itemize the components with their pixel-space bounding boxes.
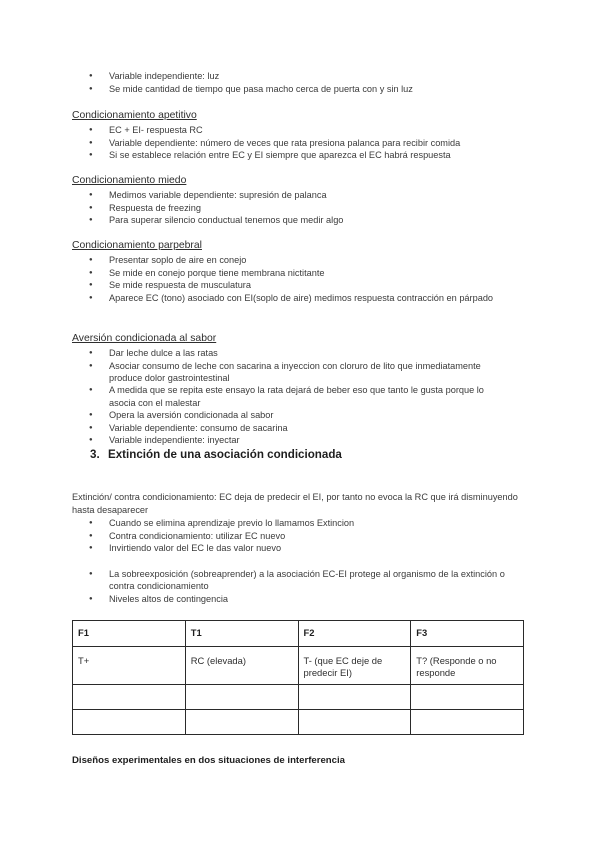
table-header-cell: T1 bbox=[185, 621, 298, 647]
list-item: ● Variable independiente: inyectar bbox=[0, 434, 509, 447]
subheading-disenos: Diseños experimentales en dos situaciones de interferencia bbox=[72, 755, 345, 766]
list-item: ● Aparece EC (tono) asociado con EI(soplo de aire) medimos respuesta contracción en párpado bbox=[0, 292, 509, 304]
table-cell bbox=[411, 685, 524, 710]
list-item: ● Para superar silencio conductual tenemos que medir algo bbox=[0, 214, 509, 227]
list-item: ● Variable dependiente: número de veces que rata presiona palanca para recibir comida bbox=[0, 137, 509, 150]
section-title-apetitivo: Condicionamiento apetitivo bbox=[72, 110, 197, 121]
section-heading-extincion bbox=[72, 448, 342, 461]
table-row bbox=[73, 685, 524, 710]
list-item: ● Presentar soplo de aire en conejo bbox=[0, 254, 509, 267]
table-cell bbox=[73, 710, 186, 735]
list-item: ● Se mide en conejo porque tiene membrana nictitante bbox=[0, 267, 509, 280]
list-item: ● Contra condicionamiento: utilizar EC nuevo bbox=[0, 530, 509, 543]
parpebral-bullet-list bbox=[0, 254, 509, 304]
table-cell bbox=[298, 710, 411, 735]
list-item: ● Variable independiente: luz bbox=[0, 70, 509, 83]
table-cell: T? (Responde o no responde bbox=[411, 647, 524, 685]
table-row bbox=[73, 647, 524, 685]
list-item: ● Medimos variable dependiente: supresión de palanca bbox=[0, 189, 509, 202]
top-bullet-list bbox=[0, 70, 509, 95]
extincion-bullet-list-b bbox=[0, 568, 509, 605]
section-number: 3. bbox=[90, 448, 100, 461]
design-table bbox=[72, 620, 524, 735]
list-item: ● EC + EI- respuesta RC bbox=[0, 124, 509, 137]
extincion-intro-paragraph: Extinción/ contra condicionamiento: EC deja de predecir el EI, por tanto no evoca la RC que irá disminuyendo hasta desaparecer bbox=[72, 492, 518, 515]
list-item: ● Opera la aversión condicionada al sabor bbox=[0, 409, 509, 422]
list-item: ● Asociar consumo de leche con sacarina a inyeccion con cloruro de lito que inmediatamente produce dolor gastrointestinal bbox=[0, 360, 509, 385]
list-item: ● Si se establece relación entre EC y EI siempre que aparezca el EC habrá respuesta bbox=[0, 149, 509, 162]
extincion-bullet-list-a bbox=[0, 517, 509, 555]
list-item: ● Variable dependiente: consumo de sacarina bbox=[0, 422, 509, 435]
table-header-cell: F3 bbox=[411, 621, 524, 647]
section-title-parpebral: Condicionamiento parpebral bbox=[72, 240, 202, 251]
table-cell: RC (elevada) bbox=[185, 647, 298, 685]
section-title-miedo: Condicionamiento miedo bbox=[72, 175, 187, 186]
miedo-bullet-list bbox=[0, 189, 509, 227]
list-item: ● Cuando se elimina aprendizaje previo lo llamamos Extincion bbox=[0, 517, 509, 530]
table-header-cell: F2 bbox=[298, 621, 411, 647]
section-title-aversion: Aversión condicionada al sabor bbox=[72, 333, 217, 344]
list-item: ● Niveles altos de contingencia bbox=[0, 593, 509, 606]
aversion-bullet-list bbox=[0, 347, 509, 447]
list-item: ● A medida que se repita este ensayo la rata dejará de beber eso que tanto le gusta porque lo asocia con el malestar bbox=[0, 384, 509, 409]
table-cell: T+ bbox=[73, 647, 186, 685]
list-item: ● Se mide respuesta de musculatura bbox=[0, 279, 509, 292]
table-cell bbox=[411, 710, 524, 735]
list-item: ● Se mide cantidad de tiempo que pasa macho cerca de puerta con y sin luz bbox=[0, 83, 509, 96]
list-item: ● La sobreexposición (sobreaprender) a la asociación EC-EI protege al organismo de la extinción o contra condicionamiento bbox=[0, 568, 509, 593]
table-cell: T- (que EC deje de predecir EI) bbox=[298, 647, 411, 685]
list-item: ● Respuesta de freezing bbox=[0, 202, 509, 215]
table-row bbox=[73, 710, 524, 735]
table-cell bbox=[185, 710, 298, 735]
table-cell bbox=[298, 685, 411, 710]
table-header-cell: F1 bbox=[73, 621, 186, 647]
list-item: ● Invirtiendo valor del EC le das valor nuevo bbox=[0, 542, 509, 555]
table-cell bbox=[73, 685, 186, 710]
table-header-row bbox=[73, 621, 524, 647]
section-heading-text: Extinción de una asociación condicionada bbox=[108, 448, 342, 461]
table-cell bbox=[185, 685, 298, 710]
list-item: ● Dar leche dulce a las ratas bbox=[0, 347, 509, 360]
apetitivo-bullet-list bbox=[0, 124, 509, 162]
